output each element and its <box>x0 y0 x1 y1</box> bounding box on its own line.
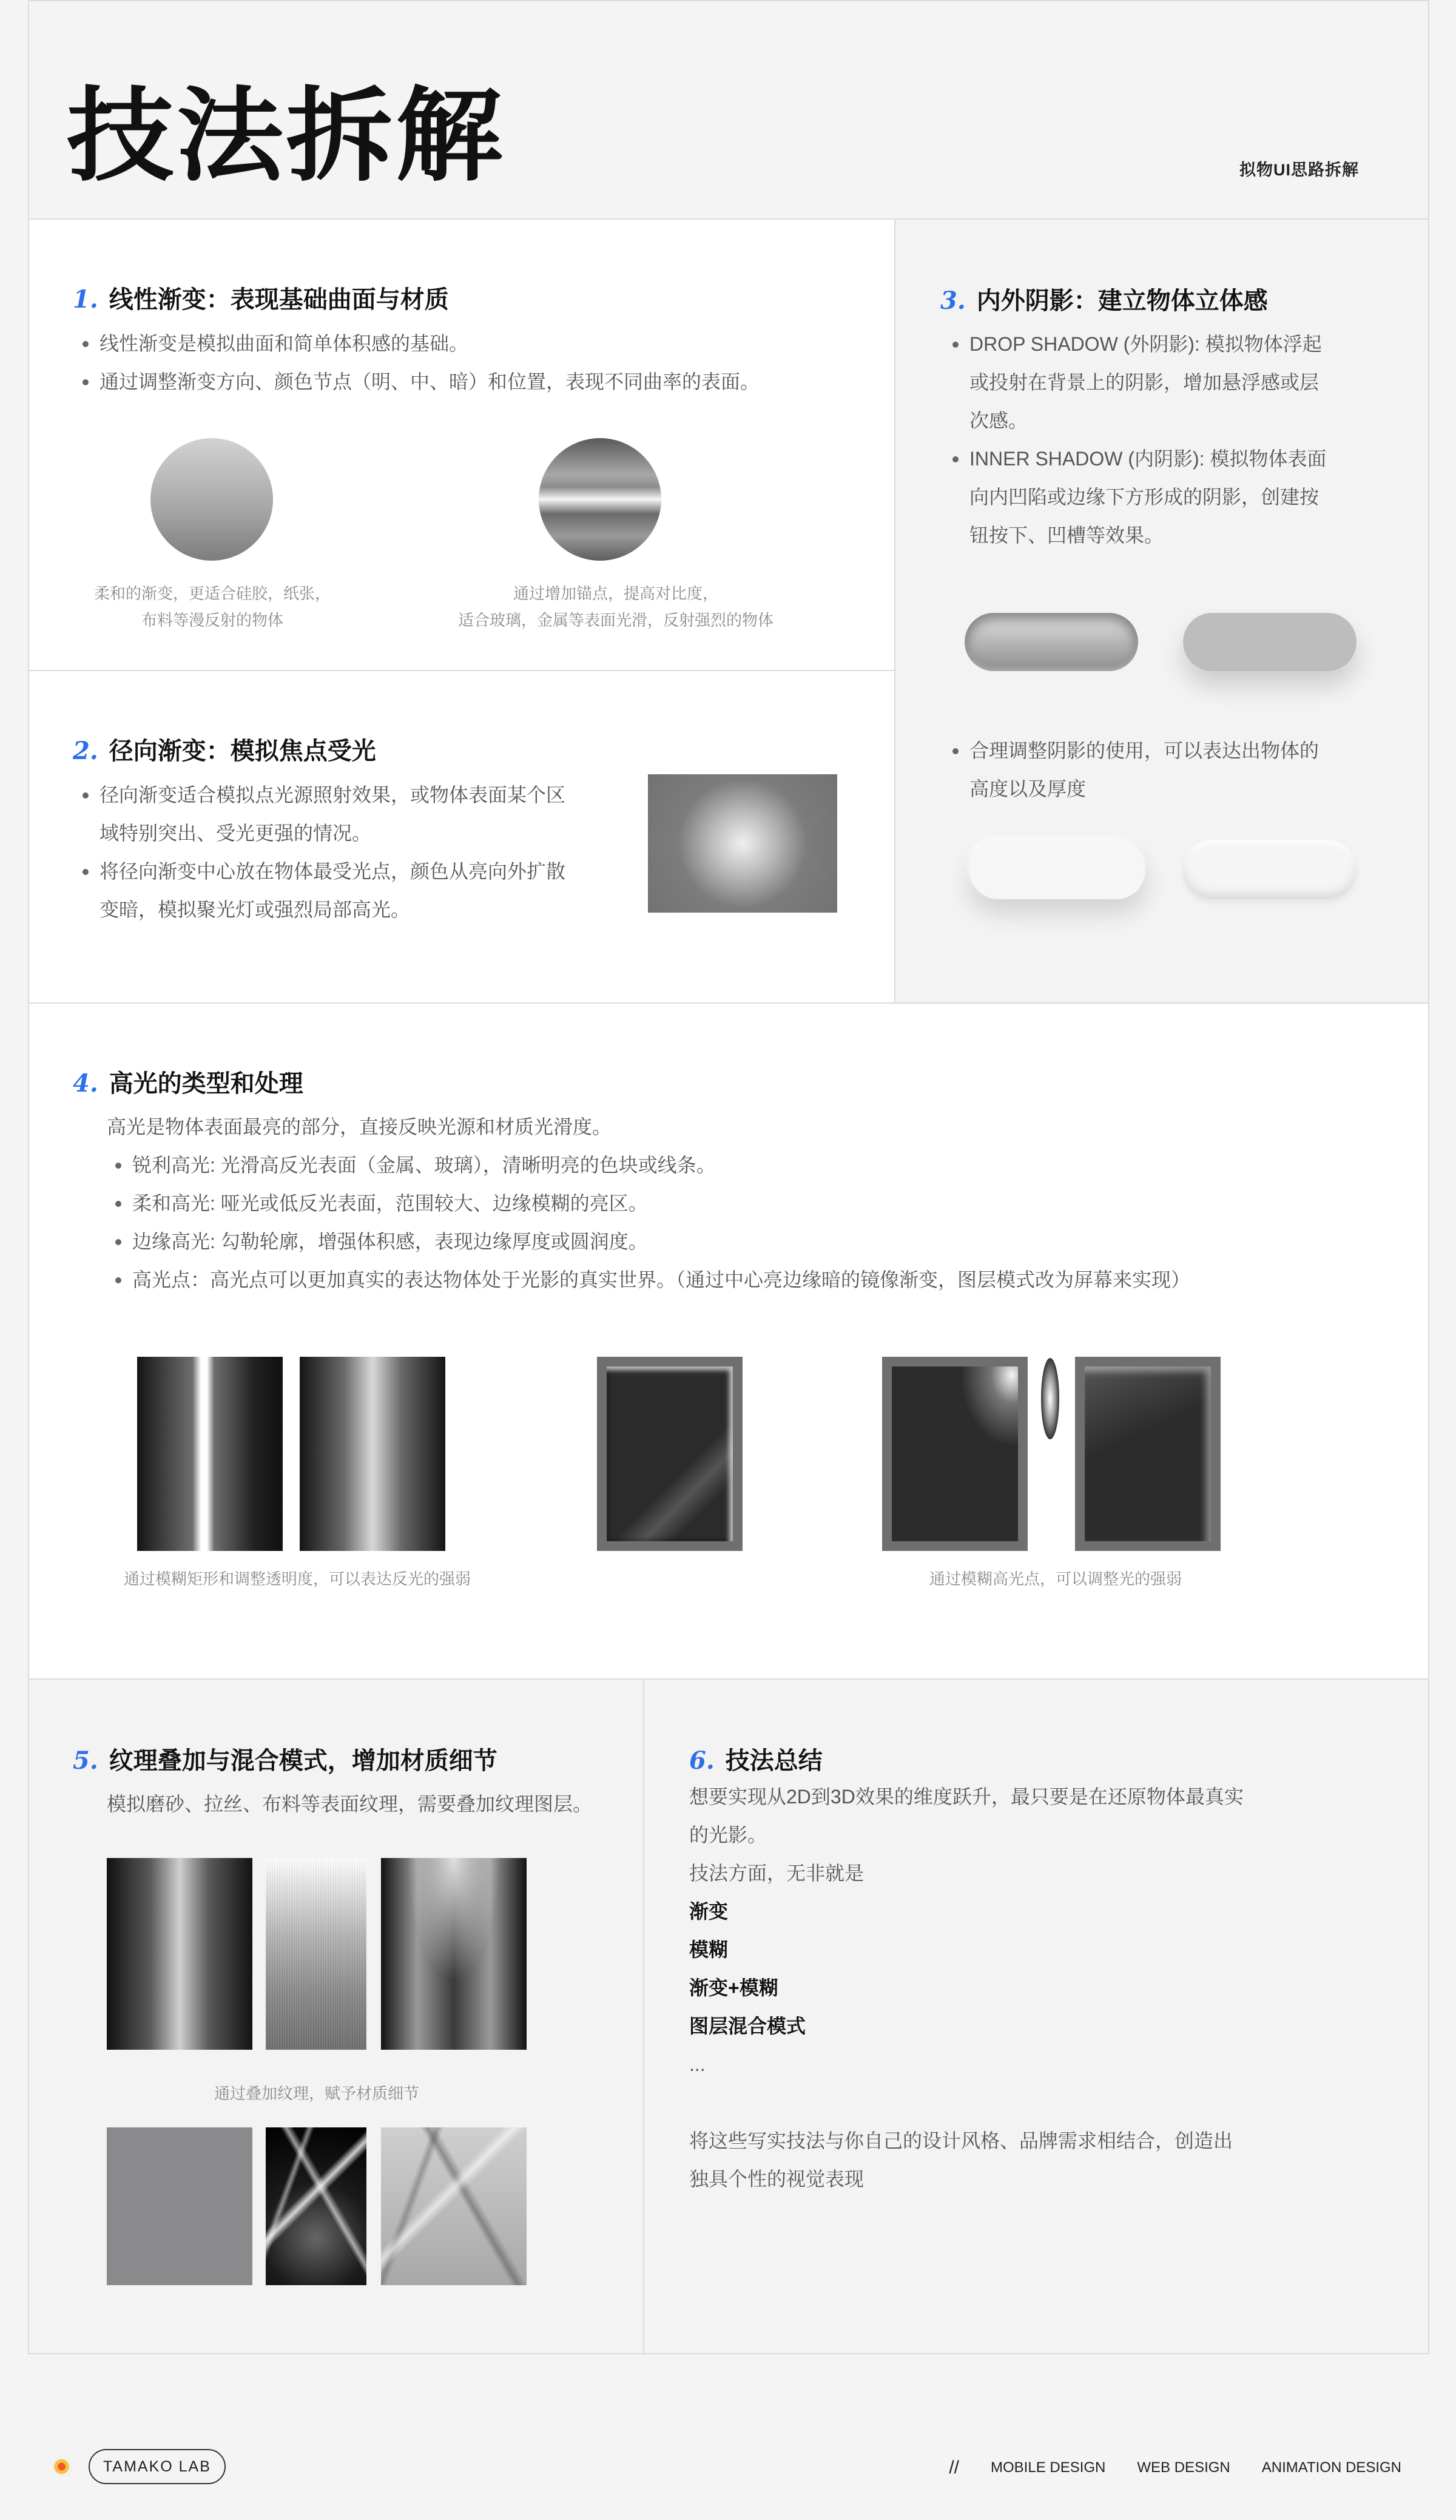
nav-mobile-design[interactable]: MOBILE DESIGN <box>991 2459 1106 2476</box>
section-5-intro: 模拟磨砂、拉丝、布料等表面纹理，需要叠加纹理图层。 <box>107 1793 593 1815</box>
section-4-intro: 高光是物体表面最亮的部分，直接反映光源和材质光滑度。 <box>107 1116 612 1138</box>
section-2-bullets <box>80 776 565 929</box>
texture-base-tile <box>107 1858 252 2050</box>
list-item: 径向渐变适合模拟点光源照射效果，或物体表面某个区 域特别突出、受光更强的情况。 <box>80 776 565 853</box>
separator: // <box>949 2458 960 2478</box>
edge-highlight-frame <box>597 1357 743 1551</box>
highlight-point-frame-right <box>1075 1357 1221 1551</box>
list-item: 柔和高光: 哑光或低反光表面，范围较大、边缘模糊的亮区。 <box>113 1184 1190 1223</box>
header-tag: 拟物UI思路拆解 <box>1239 161 1359 179</box>
grey-base-tile <box>107 2127 252 2285</box>
highlight-point-frame-left <box>882 1357 1028 1551</box>
divider <box>28 0 1429 1</box>
crumpled-texture-tile <box>266 2127 366 2285</box>
blended-texture-tile <box>381 2127 527 2285</box>
section-4-title: 4. 高光的类型和处理 <box>73 1069 303 1098</box>
divider <box>28 2353 1429 2354</box>
list-item: DROP SHADOW (外阴影): 模拟物体浮起 或投射在背景上的阴影，增加悬浮感或层 次感。 <box>950 325 1326 440</box>
brushed-texture-tile <box>266 1858 366 2050</box>
footer-nav <box>949 2458 1401 2478</box>
radial-gradient-sample <box>648 774 837 913</box>
list-item: 通过调整渐变方向、颜色节点（明、中、暗）和位置，表现不同曲率的表面。 <box>80 363 760 401</box>
section-3-bullets <box>950 325 1326 555</box>
section-1-bullets <box>80 325 760 401</box>
brand-logo-icon <box>52 2456 73 2477</box>
list-item: 合理调整阴影的使用，可以表达出物体的 高度以及厚度 <box>950 732 1319 808</box>
section-5-title: 5. 纹理叠加与混合模式，增加材质细节 <box>73 1746 497 1775</box>
brand-name[interactable]: TAMAKO LAB <box>89 2449 226 2484</box>
list-item: 锐利高光: 光滑高反光表面（金属、玻璃），清晰明亮的色块或线条。 <box>113 1146 1190 1184</box>
section-3-bullets-2 <box>950 732 1319 808</box>
section-1-title: 1. 线性渐变：表现基础曲面与材质 <box>73 285 449 314</box>
soft-gradient-sphere <box>150 438 273 561</box>
nav-web-design[interactable]: WEB DESIGN <box>1137 2459 1230 2476</box>
combined-texture-tile <box>381 1858 527 2050</box>
divider <box>28 1002 1429 1004</box>
divider <box>28 1678 1429 1680</box>
caption-texture: 通过叠加纹理，赋予材质细节 <box>214 2084 419 2103</box>
thick-pill <box>1183 840 1357 899</box>
divider <box>28 218 1429 220</box>
caption-blur-point: 通过模糊高光点，可以调整光的强弱 <box>929 1570 1182 1588</box>
list-item: INNER SHADOW (内阴影): 模拟物体表面 向内凹陷或边缘下方形成的阴影，创建按 钮按下、凹槽等效果。 <box>950 440 1326 555</box>
page-title: 技法拆解 <box>67 76 505 195</box>
glossy-gradient-sphere <box>539 438 661 561</box>
sharp-highlight-tile <box>137 1357 283 1551</box>
raised-pill <box>969 840 1145 899</box>
section-6-title: 6. 技法总结 <box>689 1746 823 1775</box>
list-item: 将径向渐变中心放在物体最受光点，颜色从亮向外扩散 变暗，模拟聚光灯或强烈局部高光。 <box>80 853 565 929</box>
caption-glossy: 通过增加锚点，提高对比度， 适合玻璃，金属等表面光滑，反射强烈的物体 <box>457 584 774 629</box>
inner-shadow-pill <box>965 613 1138 671</box>
divider <box>28 670 895 671</box>
caption-blur-rect: 通过模糊矩形和调整透明度，可以表达反光的强弱 <box>123 1570 471 1588</box>
summary-text: 想要实现从2D到3D效果的维度跃升，最只要是在还原物体最真实 的光影。 技法方面，无非就是 渐变 模糊 渐变+模糊 图层混合模式 ... 将这些写实技法与你自己的设计风格、品牌需求相结合，创造出 独具个性的视觉表现 <box>689 1786 1244 2190</box>
highlight-point-ellipse <box>1041 1358 1059 1439</box>
section-3-title: 3. 内外阴影：建立物体立体感 <box>940 286 1268 315</box>
divider <box>643 1680 644 2353</box>
drop-shadow-pill <box>1183 613 1357 671</box>
soft-highlight-tile <box>300 1357 445 1551</box>
caption-soft: 柔和的渐变，更适合硅胶，纸张， 布料等漫反射的物体 <box>93 584 331 629</box>
section-2-title: 2. 径向渐变：模拟焦点受光 <box>73 737 376 765</box>
list-item: 线性渐变是模拟曲面和简单体积感的基础。 <box>80 325 760 363</box>
nav-animation-design[interactable]: ANIMATION DESIGN <box>1261 2459 1401 2476</box>
section-4-bullets <box>113 1146 1190 1299</box>
list-item: 边缘高光: 勾勒轮廓，增强体积感，表现边缘厚度或圆润度。 <box>113 1223 1190 1261</box>
divider <box>894 220 895 1002</box>
list-item: 高光点：高光点可以更加真实的表达物体处于光影的真实世界。（通过中心亮边缘暗的镜像渐变，图层模式改为屏幕来实现） <box>113 1261 1190 1299</box>
